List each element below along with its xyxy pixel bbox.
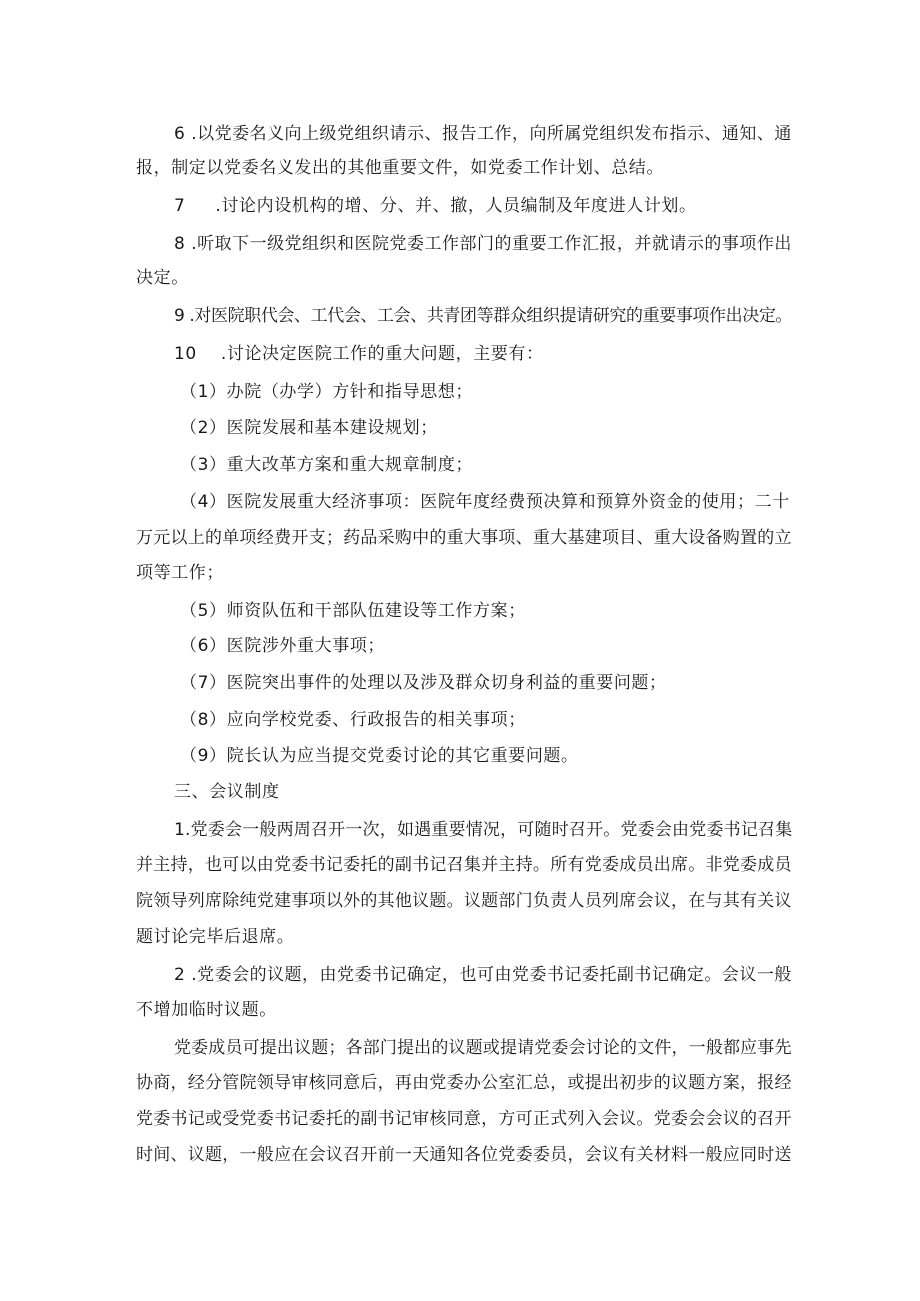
text-line: 时间、议题，一般应在会议召开前一天通知各位党委委员，会议有关材料一般应同时送 — [136, 1145, 792, 1165]
text-line: 1.党委会一般两周召开一次，如遇重要情况，可随时召开。党委会由党委书记召集 — [174, 820, 793, 840]
text-line: （3）重大改革方案和重大规章制度； — [180, 455, 474, 475]
text-line: 9 .对医院职代会、工代会、工会、共青团等群众组织提请研究的重要事项作出决定。 — [174, 306, 793, 326]
text-line: 协商，经分管院领导审核同意后，再由党委办公室汇总，或提出初步的议题方案，报经 — [136, 1073, 792, 1093]
text-line: （9）院长认为应当提交党委讨论的其它重要问题。 — [180, 746, 579, 766]
text-line: 7 .讨论内设机构的增、分、并、撤，人员编制及年度进人计划。 — [174, 196, 697, 216]
text-line: 院领导列席除纯党建事项以外的其他议题。议题部门负责人员列席会议，在与其有关议 — [136, 891, 792, 911]
text-line: 万元以上的单项经费开支；药品采购中的重大事项、重大基建项目、重大设备购置的立 — [136, 528, 792, 548]
text-line: 党委书记或受党委书记委托的副书记审核同意，方可正式列入会议。党委会会议的召开 — [136, 1109, 792, 1129]
text-line: （8）应向学校党委、行政报告的相关事项； — [180, 710, 526, 730]
text-line: （4）医院发展重大经济事项：医院年度经费预决算和预算外资金的使用；二十 — [180, 492, 790, 512]
text-line: 6 .以党委名义向上级党组织请示、报告工作，向所属党组织发布指示、通知、通 — [174, 124, 792, 144]
text-line: 项等工作； — [136, 563, 224, 583]
text-line: 报，制定以党委名义发出的其他重要文件，如党委工作计划、总结。 — [136, 158, 664, 178]
text-line: （6）医院涉外重大事项； — [180, 636, 386, 656]
text-line: （2）医院发展和基本建设规划； — [180, 418, 438, 438]
text-line: 8 .听取下一级党组织和医院党委工作部门的重要工作汇报，并就请示的事项作出 — [174, 234, 792, 254]
section-heading: 三、会议制度 — [174, 782, 280, 802]
text-line: 2 .党委会的议题，由党委书记确定，也可由党委书记委托副书记确定。会议一般 — [174, 965, 792, 985]
text-line: 党委成员可提出议题；各部门提出的议题或提请党委会讨论的文件，一般都应事先 — [174, 1038, 792, 1058]
text-line: 并主持，也可以由党委书记委托的副书记召集并主持。所有党委成员出席。非党委成员 — [136, 855, 792, 875]
text-line: 10 .讨论决定医院工作的重大问题，主要有： — [174, 344, 544, 364]
text-line: （7）医院突出事件的处理以及涉及群众切身利益的重要问题； — [180, 673, 667, 693]
text-line: 题讨论完毕后退席。 — [136, 927, 295, 947]
text-line: 决定。 — [136, 268, 189, 288]
text-line: （5）师资队伍和干部队伍建设等工作方案； — [180, 601, 526, 621]
text-line: 不增加临时议题。 — [136, 1000, 277, 1020]
text-line: （1）办院（办学）方针和指导思想； — [180, 382, 474, 402]
